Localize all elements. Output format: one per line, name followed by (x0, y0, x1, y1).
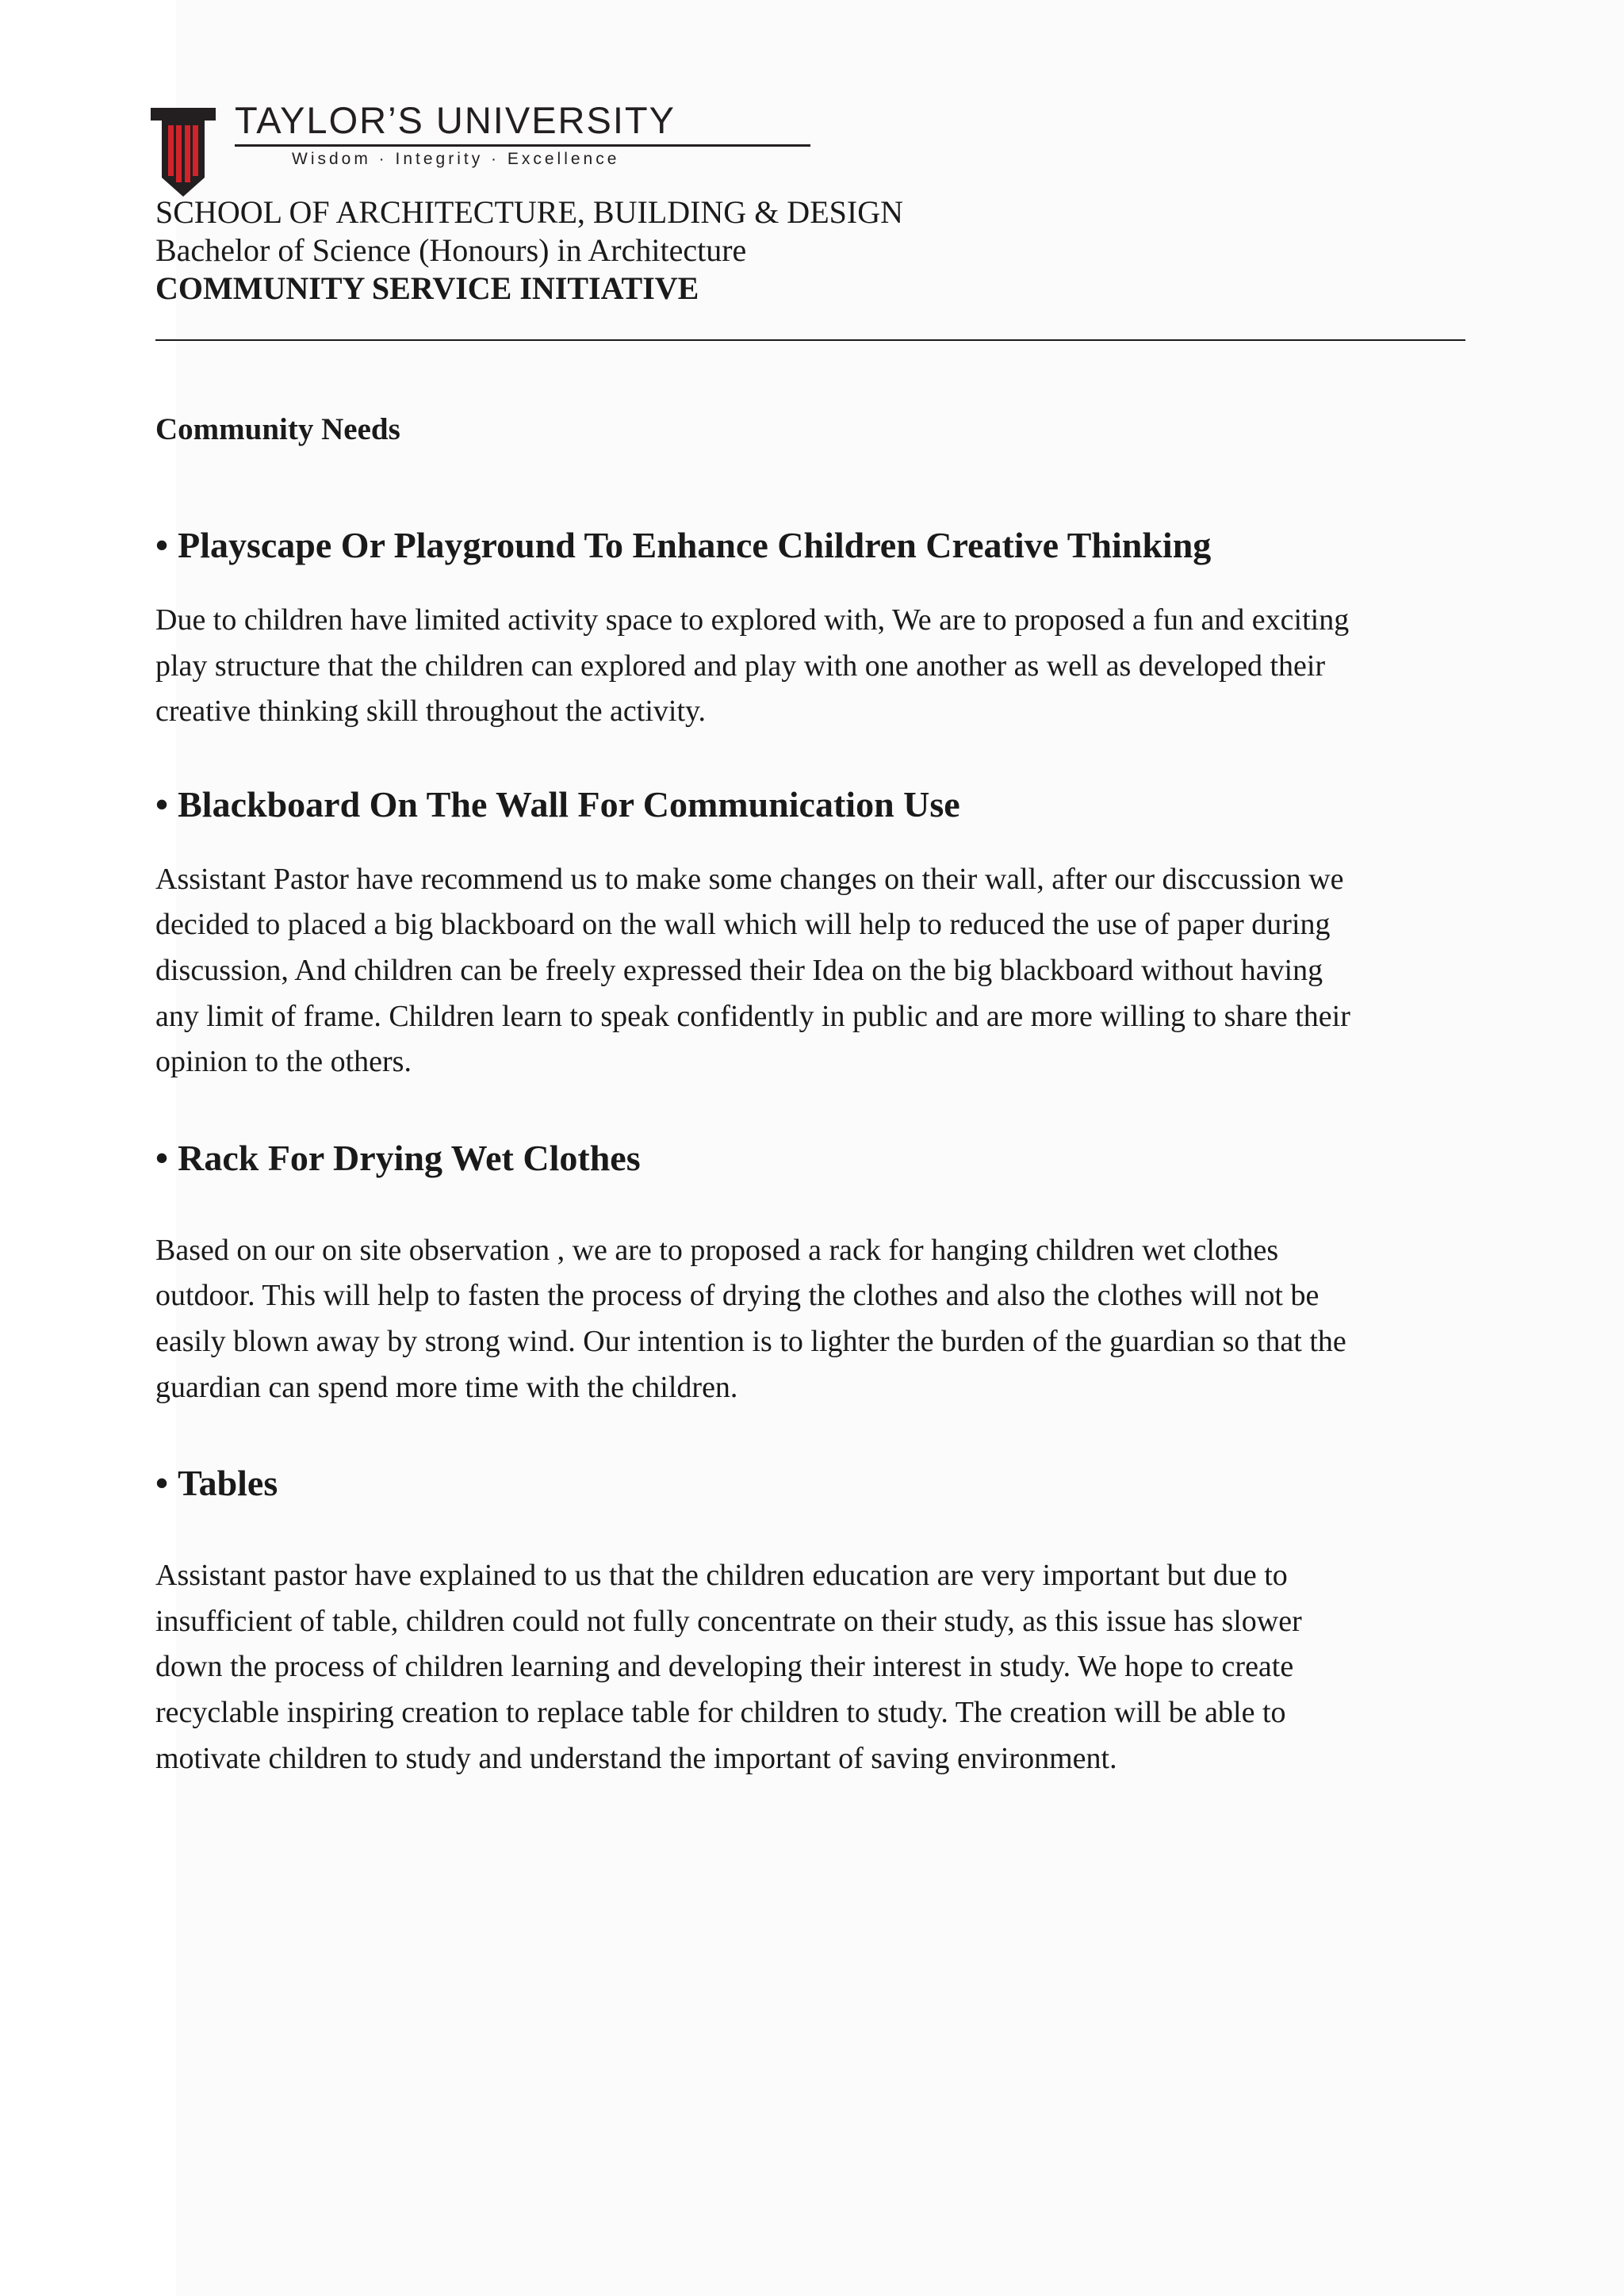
bullet: • (155, 783, 169, 825)
university-logo (151, 101, 674, 197)
item-body (155, 857, 1469, 1085)
need-item-tables (155, 1461, 1469, 1781)
body-line: easily blown away by strong wind. Our intention is to lighter the burden of the guardian so that the (155, 1324, 1346, 1358)
logo-divider (235, 144, 810, 147)
item-heading (155, 783, 1469, 827)
item-heading-text: Rack For Drying Wet Clothes (178, 1137, 641, 1178)
body-line: outdoor. This will help to fasten the process of drying the clothes and also the clothes will not be (155, 1279, 1320, 1313)
body-line: creative thinking skill throughout the activity. (155, 695, 707, 729)
section-label: Community Needs (155, 412, 400, 446)
item-heading (155, 1136, 1469, 1181)
body-line: Assistant Pastor have recommend us to make some changes on their wall, after our disccussion we (155, 862, 1344, 896)
university-tagline: Wisdom · Integrity · Excellence (292, 150, 620, 168)
body-line: insufficient of table, children could not fully concentrate on their study, as this issue has slower (155, 1604, 1302, 1638)
taylors-crest-icon (151, 108, 216, 197)
item-body (155, 1553, 1469, 1781)
need-item-blackboard (155, 783, 1469, 1085)
bullet: • (155, 1463, 169, 1504)
need-item-playscape (155, 523, 1469, 735)
document-content (155, 411, 1469, 1781)
item-heading-text: Blackboard On The Wall For Communication Use (178, 783, 960, 825)
body-line: Due to children have limited activity space to explored with, We are to proposed a fun and exciting (155, 603, 1350, 637)
item-body (155, 598, 1469, 735)
body-line: play structure that the children can explored and play with one another as well as developed their (155, 649, 1326, 683)
document-header (155, 193, 1464, 308)
header-divider (155, 339, 1465, 341)
need-item-drying-rack (155, 1136, 1469, 1410)
body-line: any limit of frame. Children learn to speak confidently in public and are more willing to share their (155, 999, 1350, 1033)
item-heading (155, 523, 1469, 568)
item-heading (155, 1461, 1469, 1506)
school-name: SCHOOL OF ARCHITECTURE, BUILDING & DESIGN (155, 194, 903, 230)
body-line: decided to placed a big blackboard on the wall which will help to reduced the use of paper during (155, 908, 1331, 942)
body-line: Based on our on site observation , we are to proposed a rack for hanging children wet clothes (155, 1233, 1279, 1267)
bullet: • (155, 1137, 169, 1178)
item-heading-text: Playscape Or Playground To Enhance Children Creative Thinking (178, 525, 1212, 565)
body-line: down the process of children learning and developing their interest in study. We hope to create (155, 1650, 1294, 1684)
initiative-title: COMMUNITY SERVICE INITIATIVE (155, 270, 699, 306)
item-body (155, 1228, 1469, 1410)
bullet: • (155, 525, 169, 565)
programme-name: Bachelor of Science (Honours) in Architecture (155, 232, 747, 268)
body-line: Assistant pastor have explained to us that the children education are very important but due to (155, 1559, 1288, 1593)
body-line: opinion to the others. (155, 1045, 412, 1079)
university-name: TAYLOR’S UNIVERSITY (235, 99, 676, 141)
body-line: recyclable inspiring creation to replace table for children to study. The creation will be able to (155, 1695, 1286, 1729)
body-line: guardian can spend more time with the children. (155, 1370, 738, 1404)
body-line: motivate children to study and understand the important of saving environment. (155, 1741, 1117, 1775)
item-heading-text: Tables (178, 1463, 278, 1504)
body-line: discussion, And children can be freely expressed their Idea on the big blackboard without having (155, 953, 1323, 987)
